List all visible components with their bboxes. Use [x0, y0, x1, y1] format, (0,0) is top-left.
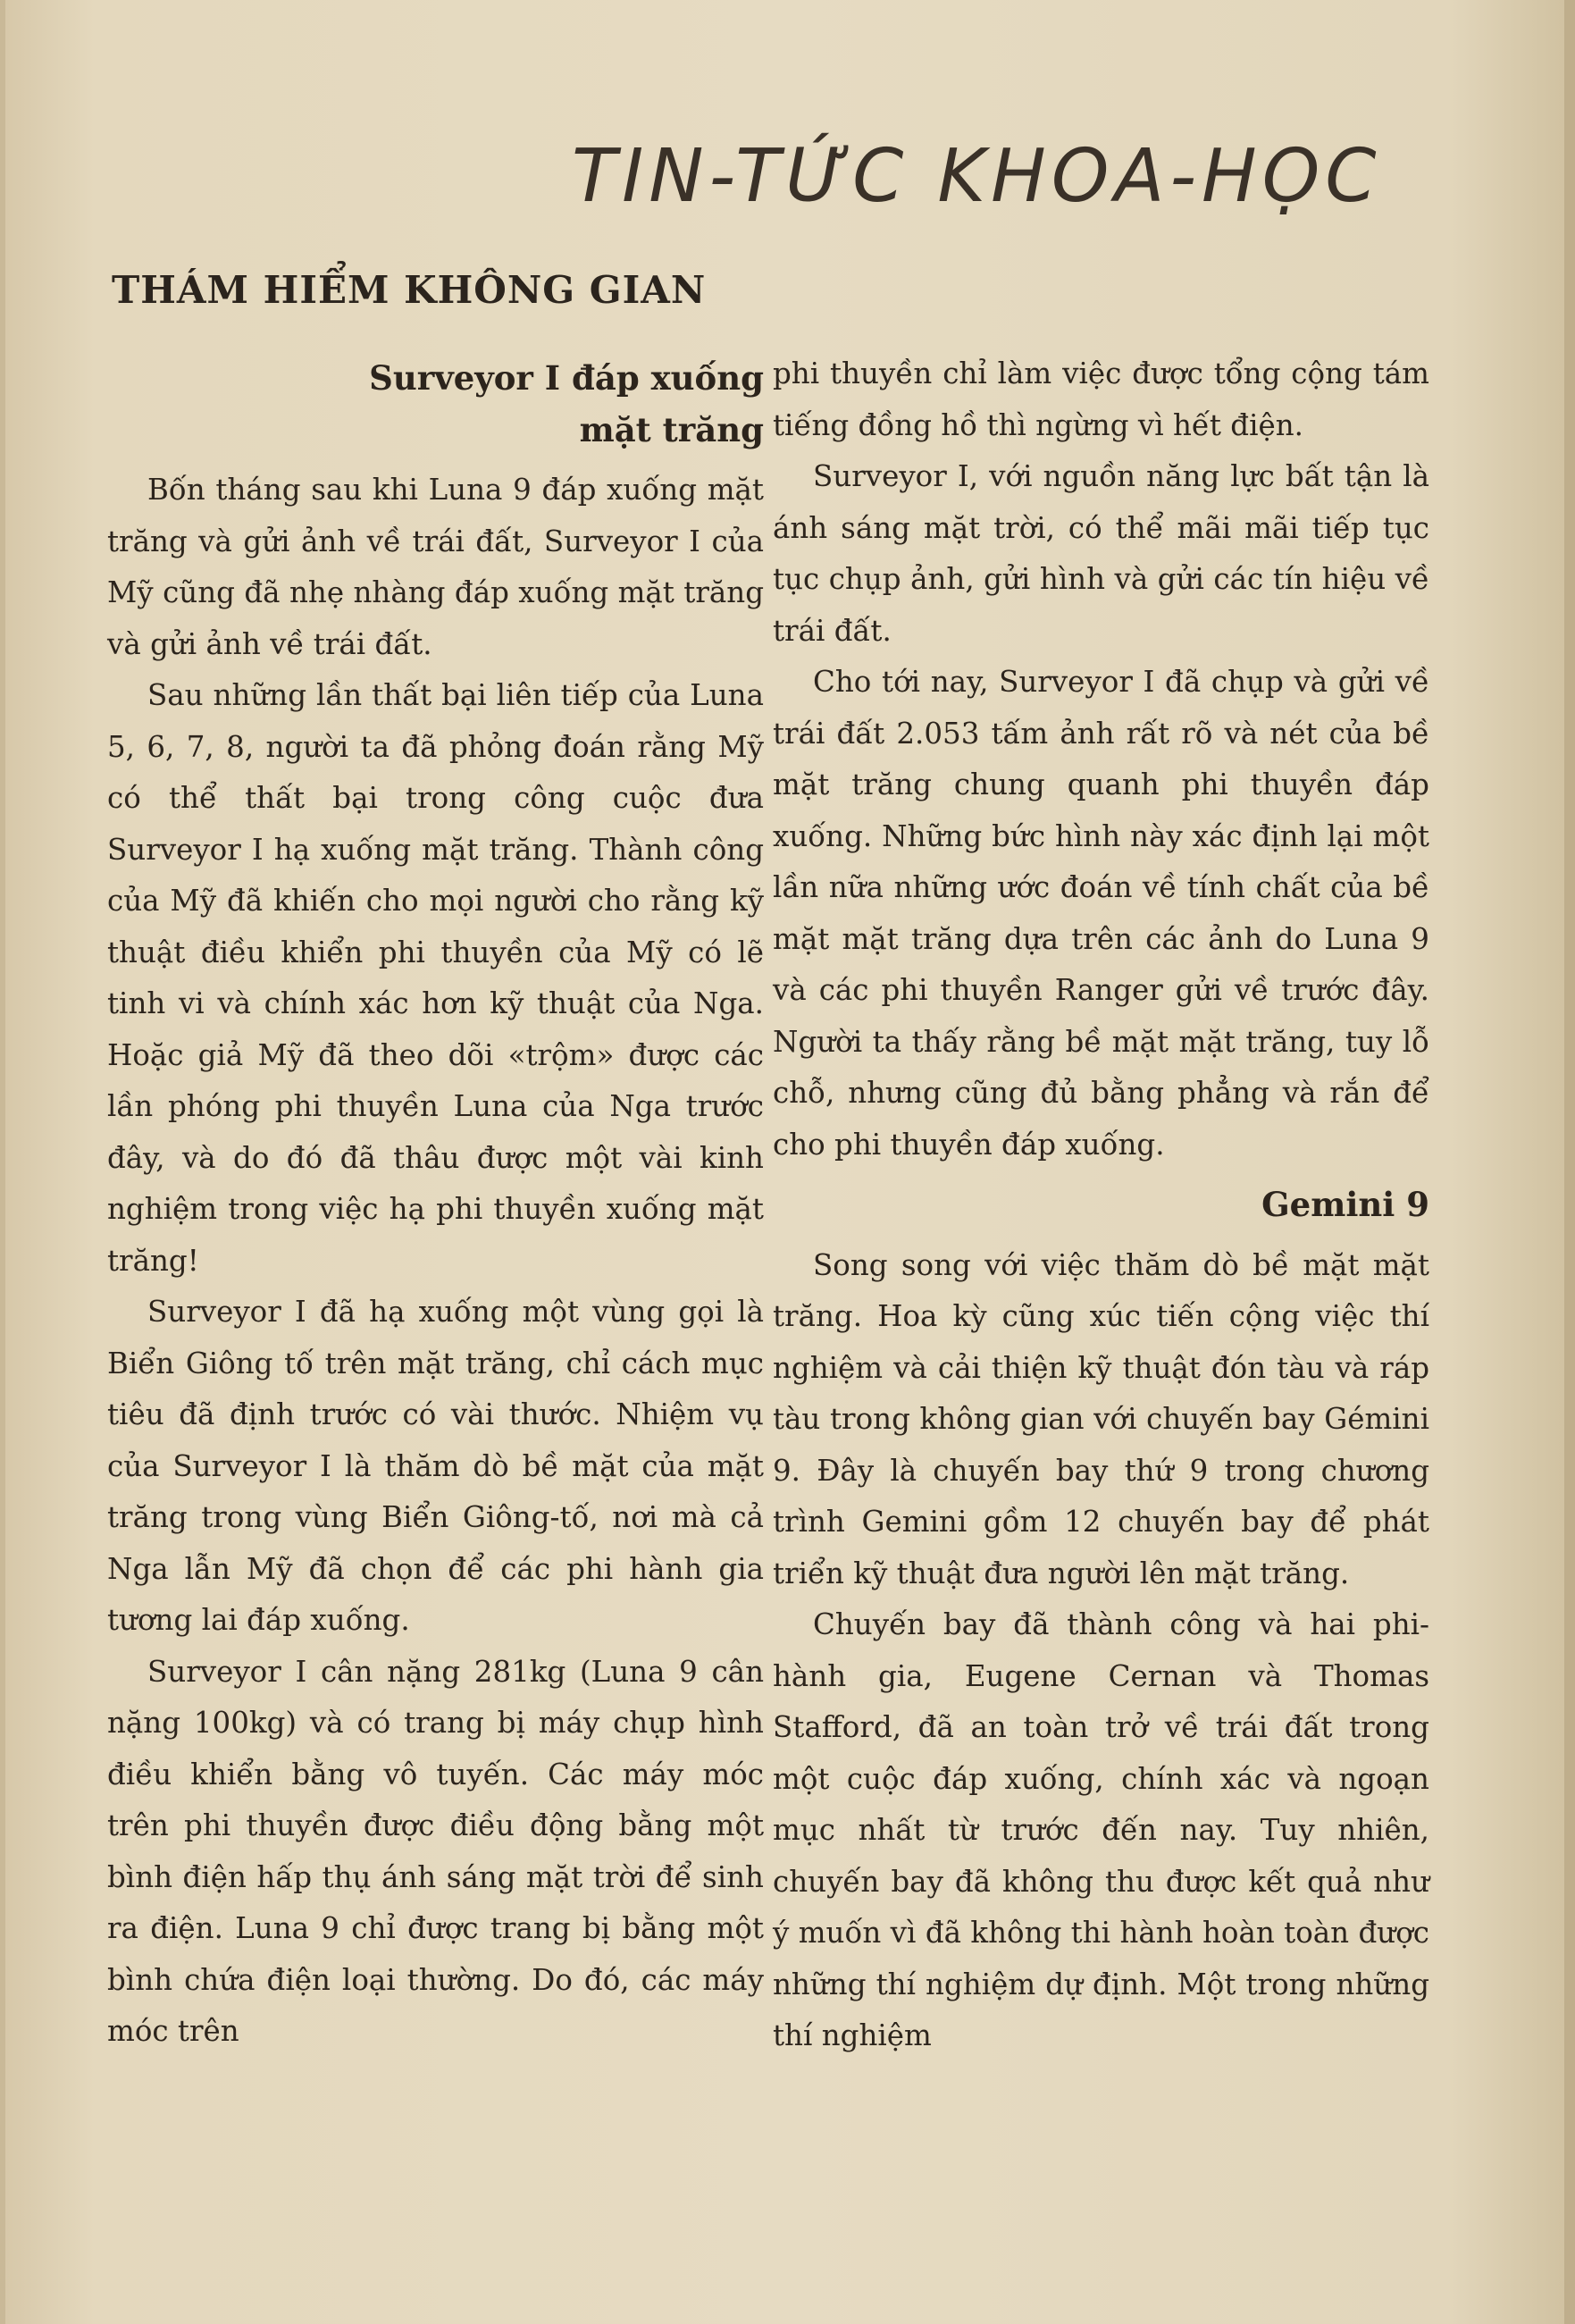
article2-paragraph-2: Chuyến bay đã thành công và hai phi-hành gia, Eugene Cernan và Thomas Stafford, đã an toàn trở về trái đất trong một cuộc đáp xuống, chính xác và ngoạn mục nhất từ trước đến nay. Tuy nhiên, chuyến bay đã không thu được kết quả như ý muốn vì đã không thi hành hoàn toàn được những thí nghiệm dự định. Một trong những thí nghiệm: [773, 1607, 1429, 2052]
article1-paragraph-7: Cho tới nay, Surveyor I đã chụp và gửi về trái đất 2.053 tấm ảnh rất rõ và nét của bề mặt trăng chung quanh phi thuyền đáp xuống. Những bức hình này xác định lại một lần nữa những ước đoán về tính chất của bề mặt mặt trăng dựa trên các ảnh do Luna 9 và các phi thuyền Ranger gửi về trước đây. Người ta thấy rằng bề mặt mặt trăng, tuy lỗ chỗ, nhưng cũng đủ bằng phẳng và rắn để cho phi thuyền đáp xuống.: [773, 665, 1429, 1162]
article1-paragraph-3: Surveyor I đã hạ xuống một vùng gọi là Biển Giông tố trên mặt trăng, chỉ cách mục tiêu đã định trước có vài thước. Nhiệm vụ của Surveyor I là thăm dò bề mặt của mặt trăng trong vùng Biển Giông-tố, nơi mà cả Nga lẫn Mỹ đã chọn để các phi hành gia tương lai đáp xuống.: [107, 1295, 764, 1637]
article1-heading-line1: Surveyor I đáp xuống: [369, 358, 764, 398]
right-column: [773, 348, 1429, 2062]
page-edge-left: [0, 0, 5, 2324]
article1-paragraph-6: Surveyor I, với nguồn năng lực bất tận là ánh sáng mặt trời, có thể mãi mãi tiếp tục tục chụp ảnh, gửi hình và gửi các tín hiệu về trái đất.: [773, 459, 1429, 648]
section-title: THÁM HIỂM KHÔNG GIAN: [112, 268, 707, 312]
article1-paragraph-2: Sau những lần thất bại liên tiếp của Luna 5, 6, 7, 8, người ta đã phỏng đoán rằng Mỹ có thể thất bại trong công cuộc đưa Surveyor I hạ xuống mặt trăng. Thành công của Mỹ đã khiến cho mọi người cho rằng kỹ thuật điều khiển phi thuyền của Mỹ có lẽ tinh vi và chính xác hơn kỹ thuật của Nga. Hoặc giả Mỹ đã theo dõi «trộm» được các lần phóng phi thuyền Luna của Nga trước đây, và do đó đã thâu được một vài kinh nghiệm trong việc hạ phi thuyền xuống mặt trăng!: [107, 678, 764, 1278]
article1-paragraph-1: Bốn tháng sau khi Luna 9 đáp xuống mặt trăng và gửi ảnh về trái đất, Surveyor I của Mỹ cũng đã nhẹ nhàng đáp xuống mặt trăng và gửi ảnh về trái đất.: [107, 473, 764, 661]
page-edge-right: [1564, 0, 1575, 2324]
left-column: [107, 353, 764, 2058]
article1-paragraph-4: Surveyor I cân nặng 281kg (Luna 9 cân nặng 100kg) và có trang bị máy chụp hình điều khiển bằng vô tuyến. Các máy móc trên phi thuyền được điều động bằng một bình điện hấp thụ ánh sáng mặt trời để sinh ra điện. Luna 9 chỉ được trang bị bằng một bình chứa điện loại thường. Do đó, các máy móc trên: [107, 1654, 764, 2048]
article1-paragraph-5: phi thuyền chỉ làm việc được tổng cộng tám tiếng đồng hồ thì ngừng vì hết điện.: [773, 357, 1429, 442]
page-header-title: TIN-TỨC KHOA-HỌC: [572, 134, 1382, 219]
article1-heading-line2: mặt trăng: [579, 409, 764, 449]
article2-heading: Gemini 9: [1261, 1185, 1429, 1224]
article2-paragraph-1: Song song với việc thăm dò bề mặt mặt trăng. Hoa kỳ cũng xúc tiến cộng việc thí nghiệm và cải thiện kỹ thuật đón tàu và ráp tàu trong không gian với chuyến bay Gémini 9. Đây là chuyến bay thứ 9 trong chương trình Gemini gồm 12 chuyến bay để phát triển kỹ thuật đưa người lên mặt trăng.: [773, 1247, 1429, 1590]
